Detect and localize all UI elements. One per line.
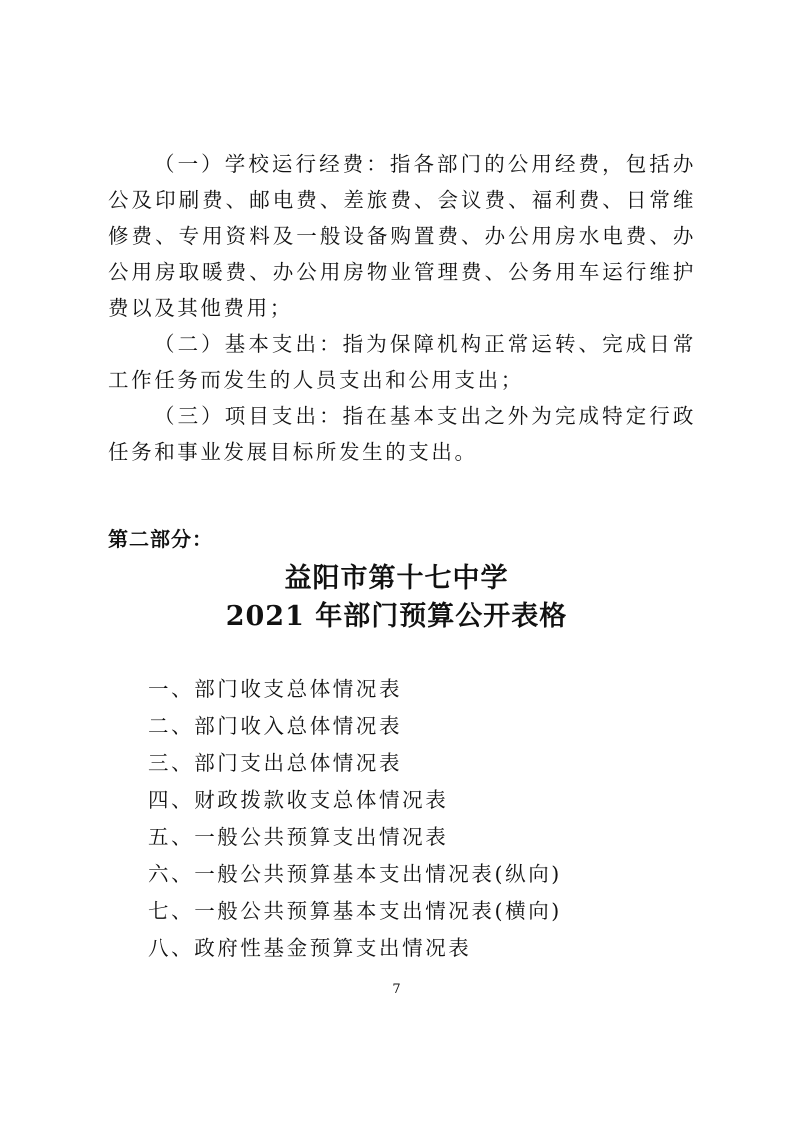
table-list-item: 二、部门收入总体情况表 [148, 714, 403, 738]
paragraph-basic-expenditure: （二）基本支出：指为保障机构正常运转、完成日常工作任务而发生的人员支出和公用支出； [108, 332, 696, 392]
section-label: 第二部分： [108, 527, 213, 551]
page-number: 7 [392, 982, 401, 997]
table-list-item: 一、部门收支总体情况表 [148, 677, 403, 701]
table-list [148, 671, 562, 967]
table-list-item: 八、政府性基金预算支出情况表 [148, 936, 472, 960]
table-list-item: 七、一般公共预算基本支出情况表(横向) [148, 899, 562, 923]
table-list-item: 六、一般公共预算基本支出情况表(纵向) [148, 862, 562, 886]
paragraph-operating-funds: （一）学校运行经费：指各部门的公用经费，包括办公及印刷费、邮电费、差旅费、会议费、福利费、日常维修费、专用资料及一般设备购置费、办公用房水电费、办公用房取暖费、办公用房物业管理费、公务用车运行维护费以及其他费用； [108, 152, 696, 320]
table-list-item: 五、一般公共预算支出情况表 [148, 825, 449, 849]
paragraph-project-expenditure: （三）项目支出：指在基本支出之外为完成特定行政任务和事业发展目标所发生的支出。 [108, 404, 696, 464]
definitions-block [108, 146, 696, 470]
table-list-item: 三、部门支出总体情况表 [148, 751, 403, 775]
table-list-item: 四、财政拨款收支总体情况表 [148, 788, 449, 812]
document-title-line1: 益阳市第十七中学 [284, 563, 509, 594]
document-title-line2: 2021 年部门预算公开表格 [225, 601, 568, 632]
